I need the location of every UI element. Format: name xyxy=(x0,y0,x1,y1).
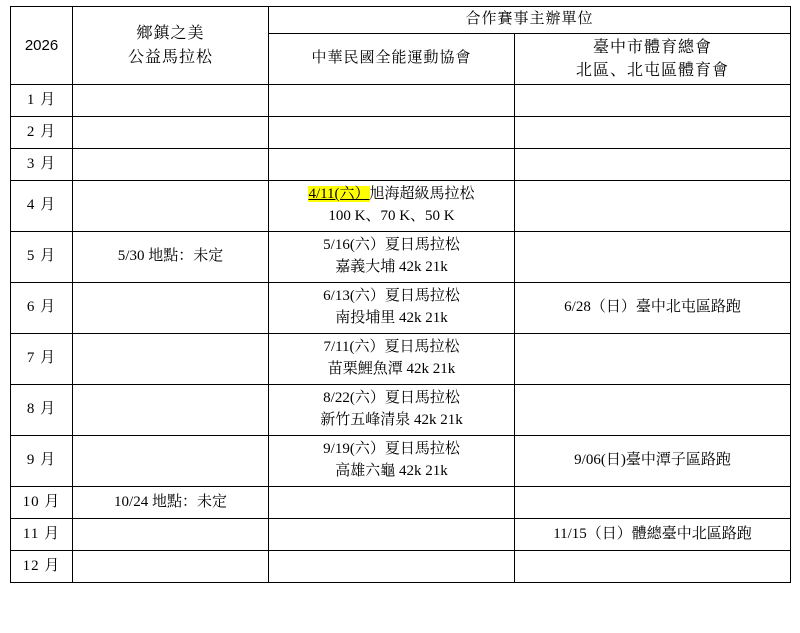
month-label: 3 月 xyxy=(11,149,73,181)
cell-org1: 10/24 地點：未定 xyxy=(73,487,269,519)
month-label: 5 月 xyxy=(11,232,73,283)
month-label: 9 月 xyxy=(11,436,73,487)
month-label: 1 月 xyxy=(11,85,73,117)
cell-org3 xyxy=(515,334,791,385)
table-row xyxy=(11,334,791,385)
header-org1-line1: 鄉鎮之美 xyxy=(136,25,205,43)
cell-org1 xyxy=(73,385,269,436)
month-label: 4 月 xyxy=(11,181,73,232)
cell-org1 xyxy=(73,181,269,232)
table-header xyxy=(11,7,791,85)
table-row xyxy=(11,85,791,117)
header-year: 2026 xyxy=(11,7,73,85)
cell-org2-line1 xyxy=(273,184,510,206)
header-org1 xyxy=(73,7,269,85)
month-label: 7 月 xyxy=(11,334,73,385)
table-row xyxy=(11,149,791,181)
header-row-top xyxy=(11,7,791,34)
cell-org1 xyxy=(73,117,269,149)
cell-org2-line2: 高雄六龜 42k 21k xyxy=(335,463,448,480)
cell-org2-line2: 苗栗鯉魚潭 42k 21k xyxy=(327,361,456,378)
cell-org1 xyxy=(73,519,269,551)
cell-org2-line1: 7/11(六）夏日馬拉松 xyxy=(323,339,460,356)
month-label: 11 月 xyxy=(11,519,73,551)
table-row xyxy=(11,283,791,334)
cell-org3 xyxy=(515,181,791,232)
header-org2: 中華民國全能運動協會 xyxy=(269,33,515,84)
cell-org3 xyxy=(515,551,791,583)
cell-org2 xyxy=(269,181,515,232)
header-partner-organizers: 合作賽事主辦單位 xyxy=(269,7,791,34)
cell-org2-line1: 8/22(六）夏日馬拉松 xyxy=(323,390,460,407)
cell-org2 xyxy=(269,232,515,283)
cell-org3: 11/15（日）體總臺中北區路跑 xyxy=(515,519,791,551)
table-row xyxy=(11,519,791,551)
cell-org3: 9/06(日)臺中潭子區路跑 xyxy=(515,436,791,487)
cell-org2-line2: 南投埔里 42k 21k xyxy=(335,310,448,327)
cell-org1 xyxy=(73,436,269,487)
cell-org1 xyxy=(73,334,269,385)
highlighted-date: 4/11(六） xyxy=(308,186,370,203)
cell-org2-line2: 嘉義大埔 42k 21k xyxy=(335,259,448,276)
cell-org2 xyxy=(269,283,515,334)
table-row xyxy=(11,232,791,283)
cell-org1 xyxy=(73,283,269,334)
cell-org2 xyxy=(269,85,515,117)
cell-org2-line2: 100 K、70 K、50 K xyxy=(328,208,455,225)
cell-org3 xyxy=(515,149,791,181)
cell-org3 xyxy=(515,117,791,149)
cell-org2 xyxy=(269,551,515,583)
cell-org1 xyxy=(73,85,269,117)
header-org3-line2: 北區、北屯區體育會 xyxy=(576,61,730,79)
cell-org3 xyxy=(515,85,791,117)
table-body xyxy=(11,85,791,583)
annual-event-schedule-table xyxy=(10,6,791,583)
cell-org2 xyxy=(269,519,515,551)
table-row xyxy=(11,551,791,583)
table-row xyxy=(11,181,791,232)
cell-org2-line1: 9/19(六）夏日馬拉松 xyxy=(323,441,460,458)
month-label: 8 月 xyxy=(11,385,73,436)
month-label: 2 月 xyxy=(11,117,73,149)
month-label: 12 月 xyxy=(11,551,73,583)
header-org1-line2: 公益馬拉松 xyxy=(127,48,213,66)
cell-org3 xyxy=(515,232,791,283)
cell-org2 xyxy=(269,117,515,149)
event-name: 旭海超級馬拉松 xyxy=(369,186,475,203)
cell-org3 xyxy=(515,487,791,519)
table-row xyxy=(11,117,791,149)
cell-org2-line1: 6/13(六）夏日馬拉松 xyxy=(323,288,460,305)
cell-org2 xyxy=(269,436,515,487)
cell-org1 xyxy=(73,551,269,583)
header-org3-line1: 臺中市體育總會 xyxy=(593,38,713,56)
month-label: 6 月 xyxy=(11,283,73,334)
table-row xyxy=(11,436,791,487)
cell-org2 xyxy=(269,334,515,385)
header-org3 xyxy=(515,33,791,84)
cell-org3 xyxy=(515,385,791,436)
cell-org2-line2: 新竹五峰清泉 42k 21k xyxy=(320,412,463,429)
table-row xyxy=(11,487,791,519)
cell-org1 xyxy=(73,149,269,181)
cell-org2 xyxy=(269,149,515,181)
month-label: 10 月 xyxy=(11,487,73,519)
cell-org2 xyxy=(269,487,515,519)
table-row xyxy=(11,385,791,436)
cell-org2 xyxy=(269,385,515,436)
cell-org2-line1: 5/16(六）夏日馬拉松 xyxy=(323,237,460,254)
cell-org1: 5/30 地點：未定 xyxy=(73,232,269,283)
cell-org3: 6/28（日）臺中北屯區路跑 xyxy=(515,283,791,334)
